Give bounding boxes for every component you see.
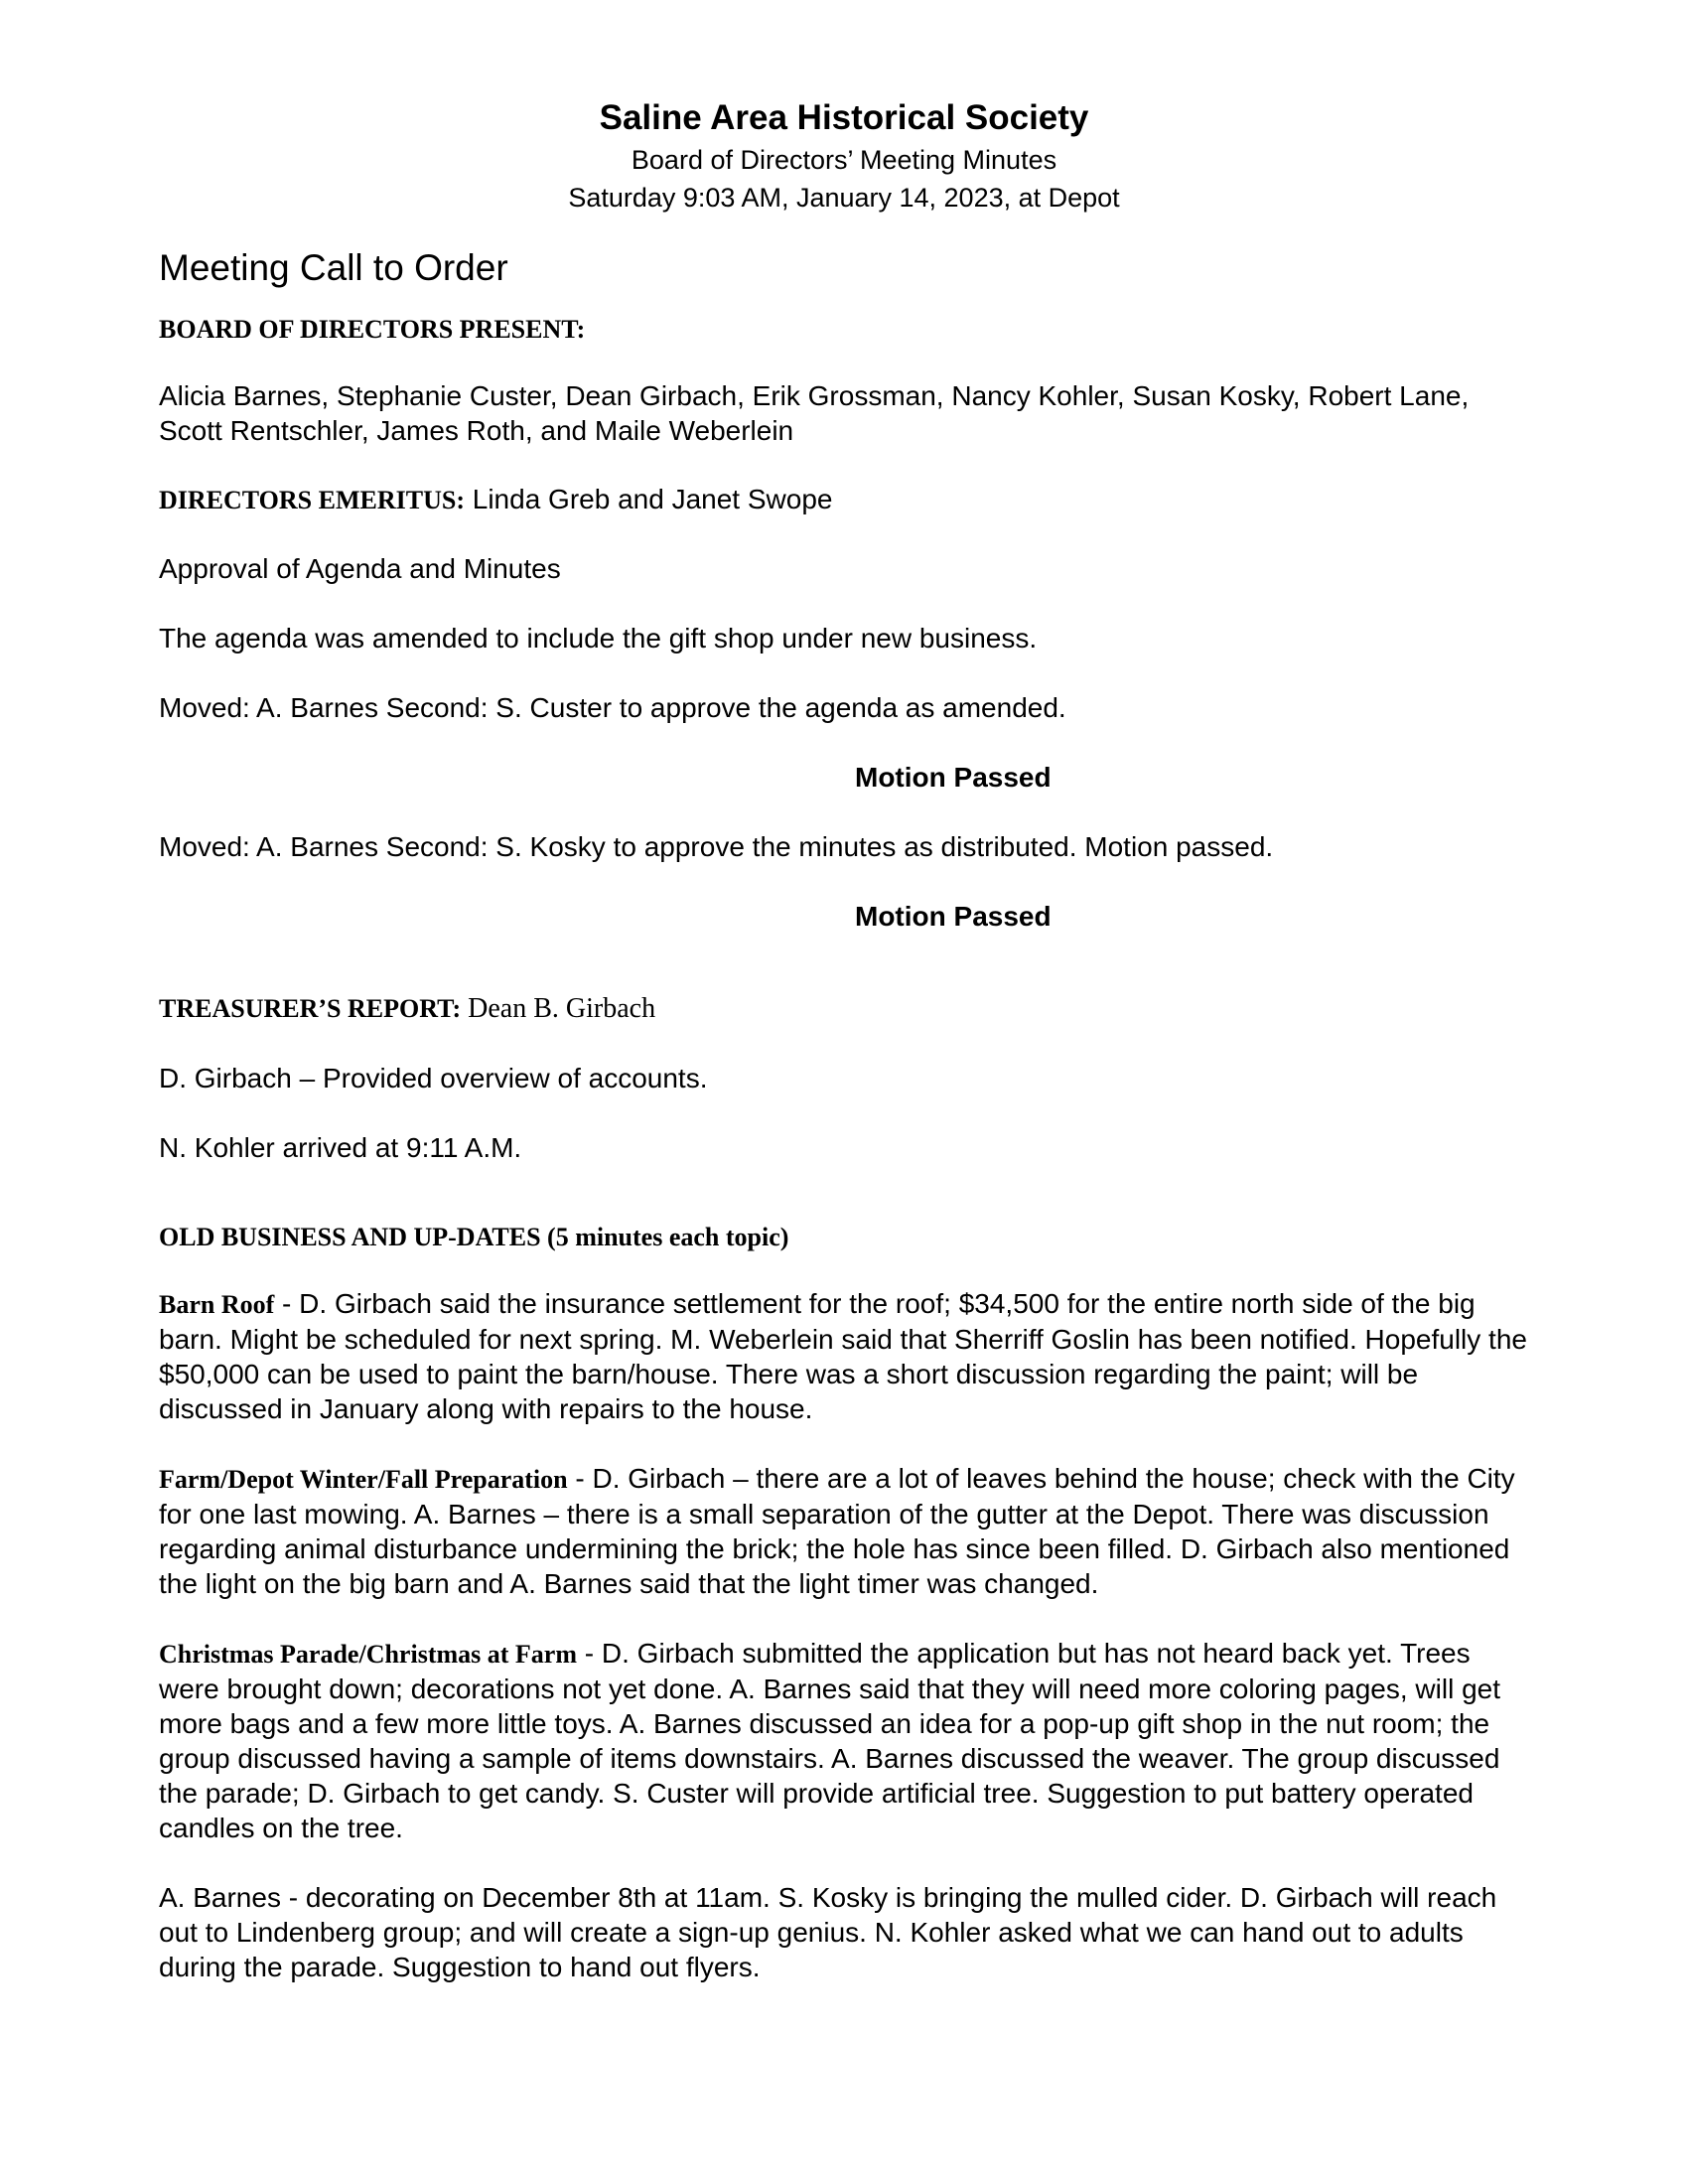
board-present-names: Alicia Barnes, Stephanie Custer, Dean Girbach, Erik Grossman, Nancy Kohler, Susan Kosky, Robert Lane, Scott Rentschler, James Roth, and Maile Weberlein — [159, 380, 1470, 446]
emeritus-label: DIRECTORS EMERITUS: — [159, 486, 465, 514]
approval-heading: Approval of Agenda and Minutes — [159, 553, 561, 584]
kohler-arrival: N. Kohler arrived at 9:11 A.M. — [159, 1132, 522, 1163]
treasurer-label: TREASURER’S REPORT: — [159, 994, 462, 1023]
motion-minutes-result: Motion Passed — [855, 901, 1052, 932]
topic-label: Christmas Parade/Christmas at Farm — [159, 1640, 577, 1669]
agenda-amended-text: The agenda was amended to include the gift shop under new business. — [159, 623, 1038, 654]
topic-label: Barn Roof — [159, 1290, 275, 1319]
document-content — [159, 95, 1529, 1984]
old-business-item-farm-depot — [159, 1461, 1529, 1601]
meeting-date-line: Saturday 9:03 AM, January 14, 2023, at Depot — [568, 183, 1120, 213]
directors-emeritus — [159, 482, 1529, 517]
treasurer-name: Dean B. Girbach — [461, 993, 656, 1024]
treasurer-overview: D. Girbach – Provided overview of accounts. — [159, 1063, 708, 1093]
motion-minutes: Moved: A. Barnes Second: S. Kosky to approve the minutes as distributed. Motion passed. — [159, 831, 1274, 862]
topic-text: - D. Girbach submitted the application but has not heard back yet. Trees were brought down; decorations not yet done. A. Barnes said that they will need more coloring pages, will get more bags and a few more little toys. A. Barnes discussed an idea for a pop-up gift shop in the nut room; the group discussed having a sample of items downstairs. A. Barnes discussed the weaver. The group discussed the parade; D. Girbach to get candy. S. Custer will provide artificial tree. Suggestion to put battery operated candles on the tree. — [159, 1638, 1501, 1843]
section-heading: Meeting Call to Order — [159, 247, 508, 288]
topic-text: - D. Girbach said the insurance settlement for the roof; $34,500 for the entire north side of the big barn. Might be scheduled for next spring. M. Weberlein said that Sherriff Goslin has been notified. Hopefully the $50,000 can be used to paint the barn/house. There was a short discussion regarding the paint; will be discussed in January along with repairs to the house. — [159, 1288, 1527, 1424]
topic-text: - D. Girbach – there are a lot of leaves behind the house; check with the City for one last mowing. A. Barnes – there is a small separation of the gutter at the Depot. There was discussion regarding animal disturbance undermining the brick; the hole has since been filled. D. Girbach also mentioned the light on the big barn and A. Barnes said that the light timer was changed. — [159, 1463, 1515, 1599]
document-header — [159, 95, 1529, 217]
decorating-paragraph: A. Barnes - decorating on December 8th at 11am. S. Kosky is bringing the mulled cider. D. Girbach will reach out to Lindenberg group; and will create a sign-up genius. N. Kohler asked what we can hand out to adults during the parade. Suggestion to hand out flyers. — [159, 1882, 1497, 1982]
old-business-item-barn-roof — [159, 1286, 1529, 1426]
emeritus-names: Linda Greb and Janet Swope — [464, 484, 833, 514]
motion-agenda: Moved: A. Barnes Second: S. Custer to approve the agenda as amended. — [159, 692, 1066, 723]
board-present-label: BOARD OF DIRECTORS PRESENT: — [159, 315, 586, 344]
motion-agenda-result: Motion Passed — [855, 762, 1052, 793]
topic-label: Farm/Depot Winter/Fall Preparation — [159, 1465, 568, 1494]
document-subtitle: Board of Directors’ Meeting Minutes — [631, 145, 1057, 175]
treasurer-report — [159, 990, 1529, 1026]
old-business-item-christmas — [159, 1636, 1529, 1845]
old-business-heading: OLD BUSINESS AND UP-DATES (5 minutes each topic) — [159, 1223, 789, 1251]
organization-title: Saline Area Historical Society — [599, 98, 1089, 137]
